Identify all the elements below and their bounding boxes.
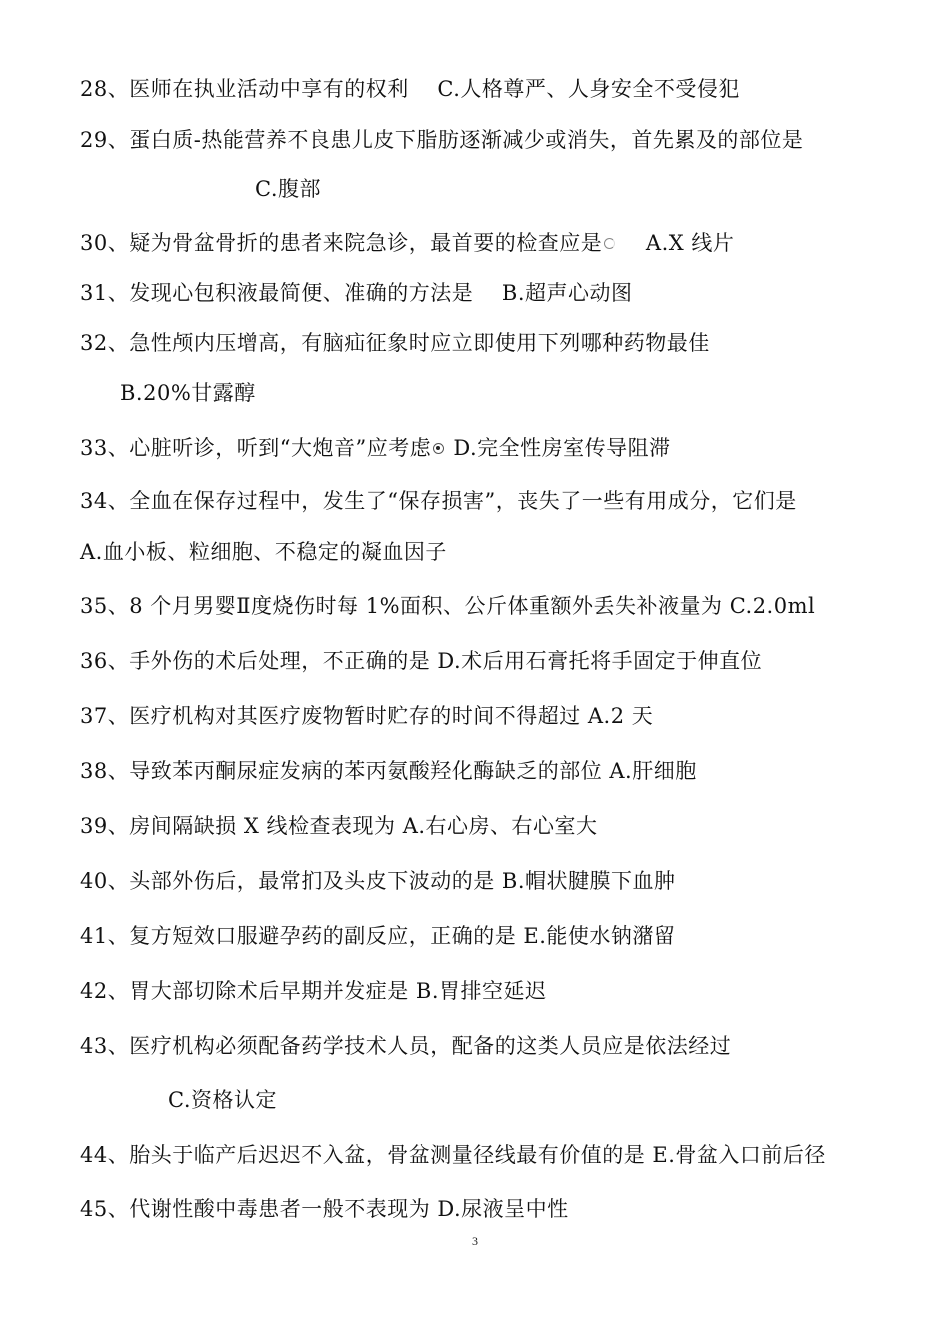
page-number: 3 bbox=[472, 1234, 478, 1248]
question-45: 45、代谢性酸中毒患者一般不表现为 D.尿液呈中性 bbox=[80, 1197, 569, 1221]
question-34: 34、全血在保存过程中，发生了“保存损害”，丧失了一些有用成分，它们是 bbox=[80, 489, 797, 513]
question-32: 32、急性颅内压增高，有脑疝征象时应立即使用下列哪种药物最佳 bbox=[80, 331, 710, 355]
question-29: 29、蛋白质-热能营养不良患儿皮下脂肪逐渐减少或消失，首先累及的部位是 bbox=[80, 128, 804, 152]
question-40: 40、头部外伤后，最常扪及头皮下波动的是 B.帽状腱膜下血肿 bbox=[80, 869, 676, 893]
radio-icon[interactable] bbox=[604, 238, 615, 249]
question-37: 37、医疗机构对其医疗废物暂时贮存的时间不得超过 A.2 天 bbox=[80, 704, 654, 728]
question-38: 38、导致苯丙酮尿症发病的苯丙氨酸羟化酶缺乏的部位 A.肝细胞 bbox=[80, 759, 697, 783]
answer-30: A.X 线片 bbox=[617, 231, 735, 255]
question-36: 36、手外伤的术后处理，不正确的是 D.术后用石膏托将手固定于伸直位 bbox=[80, 649, 763, 673]
question-39: 39、房间隔缺损 X 线检查表现为 A.右心房、右心室大 bbox=[80, 814, 598, 838]
question-33 bbox=[80, 435, 671, 461]
radio-checked-icon[interactable] bbox=[433, 443, 444, 454]
question-44: 44、胎头于临产后迟迟不入盆，骨盆测量径线最有价值的是 E.骨盆入口前后径 bbox=[80, 1143, 826, 1167]
question-33-text: 33、心脏听诊，听到“大炮音”应考虑 bbox=[80, 436, 432, 460]
question-43: 43、医疗机构必须配备药学技术人员，配备的这类人员应是依法经过 bbox=[80, 1034, 732, 1058]
answer-43: C.资格认定 bbox=[168, 1088, 277, 1112]
question-31: 31、发现心包积液最简便、准确的方法是 B.超声心动图 bbox=[80, 281, 633, 305]
question-42: 42、胃大部切除术后早期并发症是 B.胃排空延迟 bbox=[80, 979, 547, 1003]
answer-33: D.完全性房室传导阻滞 bbox=[446, 436, 671, 460]
question-30-text: 30、疑为骨盆骨折的患者来院急诊，最首要的检查应是 bbox=[80, 231, 603, 255]
question-35: 35、8 个月男婴Ⅱ度烧伤时每 1%面积、公斤体重额外丢失补液量为 C.2.0ml bbox=[80, 594, 816, 618]
question-30 bbox=[80, 230, 734, 256]
question-41: 41、复方短效口服避孕药的副反应，正确的是 E.能使水钠潴留 bbox=[80, 924, 676, 948]
question-28: 28、医师在执业活动中享有的权利 C.人格尊严、人身安全不受侵犯 bbox=[80, 77, 740, 101]
answer-29: C.腹部 bbox=[255, 177, 321, 201]
answer-32: B.20%甘露醇 bbox=[120, 381, 256, 405]
answer-34: A.血小板、粒细胞、不稳定的凝血因子 bbox=[80, 540, 447, 564]
